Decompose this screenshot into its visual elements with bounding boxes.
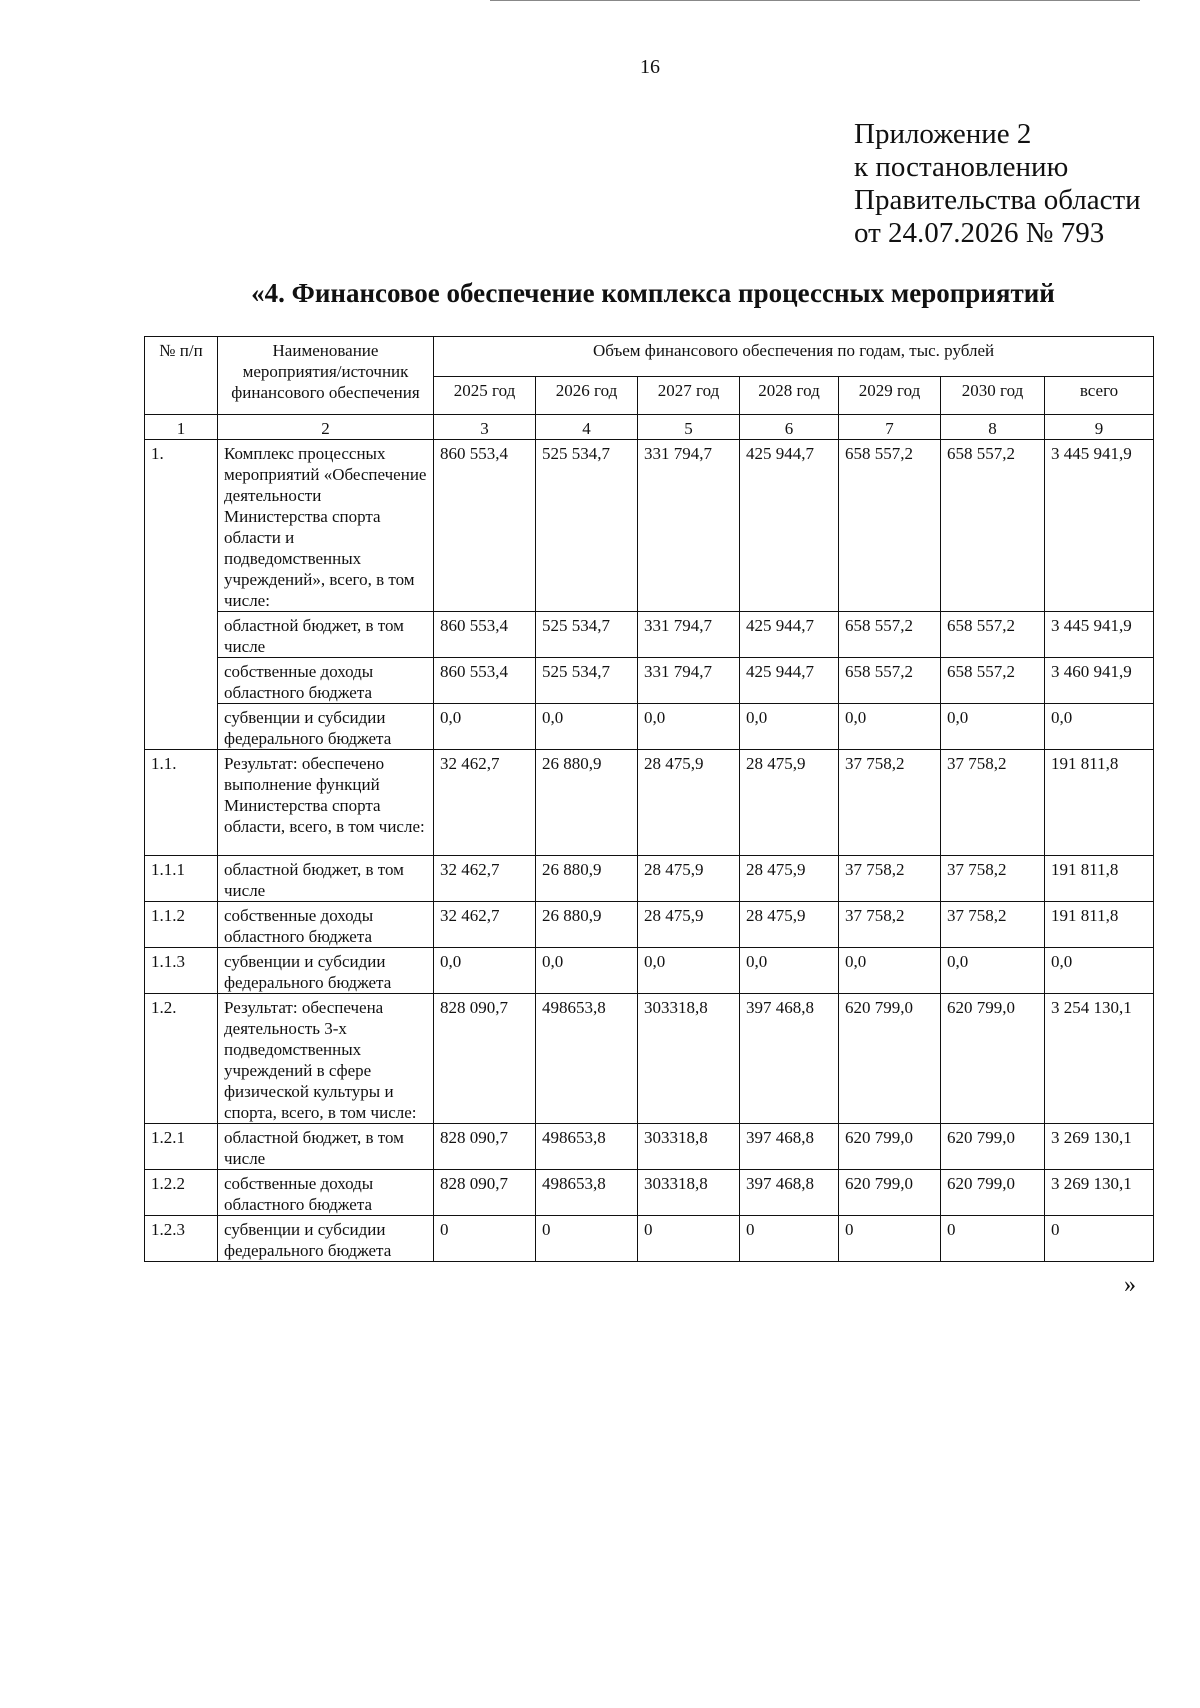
row-value: 0 xyxy=(536,1216,638,1262)
table-row xyxy=(145,1170,1154,1216)
row-value: 0,0 xyxy=(434,948,536,994)
row-total: 3 269 130,1 xyxy=(1045,1124,1154,1170)
row-value: 620 799,0 xyxy=(941,994,1045,1124)
year-header: 2026 год xyxy=(536,377,638,415)
row-name: собственные доходы областного бюджета xyxy=(218,902,434,948)
row-value: 658 557,2 xyxy=(839,612,941,658)
row-value: 0,0 xyxy=(638,948,740,994)
row-name: субвенции и субсидии федерального бюджета xyxy=(218,1216,434,1262)
row-name: областной бюджет, в том числе xyxy=(218,612,434,658)
row-number: 1. xyxy=(145,440,218,750)
row-value: 28 475,9 xyxy=(740,856,839,902)
row-value: 28 475,9 xyxy=(740,750,839,856)
row-value: 0,0 xyxy=(941,948,1045,994)
row-value: 37 758,2 xyxy=(839,856,941,902)
row-value: 620 799,0 xyxy=(941,1170,1045,1216)
row-value: 0,0 xyxy=(740,704,839,750)
row-value: 425 944,7 xyxy=(740,658,839,704)
row-number: 1.2.2 xyxy=(145,1170,218,1216)
row-number: 1.1.3 xyxy=(145,948,218,994)
appendix-line: к постановлению xyxy=(854,151,1069,183)
appendix-line: от 24.07.2026 № 793 xyxy=(854,217,1105,249)
row-value: 397 468,8 xyxy=(740,1124,839,1170)
row-number: 1.1.2 xyxy=(145,902,218,948)
row-value: 32 462,7 xyxy=(434,902,536,948)
row-value: 397 468,8 xyxy=(740,994,839,1124)
row-value: 860 553,4 xyxy=(434,440,536,612)
column-index-row xyxy=(145,415,1154,440)
row-value: 0,0 xyxy=(839,948,941,994)
row-value: 828 090,7 xyxy=(434,1170,536,1216)
row-name: субвенции и субсидии федерального бюджета xyxy=(218,948,434,994)
row-value: 498653,8 xyxy=(536,1124,638,1170)
row-value: 28 475,9 xyxy=(638,750,740,856)
year-header: 2025 год xyxy=(434,377,536,415)
row-value: 620 799,0 xyxy=(839,1170,941,1216)
page-number: 16 xyxy=(640,56,660,78)
row-value: 28 475,9 xyxy=(638,856,740,902)
row-value: 0,0 xyxy=(434,704,536,750)
row-value: 0 xyxy=(941,1216,1045,1262)
document-title: «4. Финансовое обеспечение комплекса процессных мероприятий xyxy=(251,278,1055,308)
row-name: субвенции и субсидии федерального бюджета xyxy=(218,704,434,750)
column-index: 3 xyxy=(434,415,536,440)
row-value: 658 557,2 xyxy=(941,612,1045,658)
row-total: 3 269 130,1 xyxy=(1045,1170,1154,1216)
row-value: 0,0 xyxy=(536,704,638,750)
table-body xyxy=(145,440,1154,1262)
row-value: 0,0 xyxy=(839,704,941,750)
row-total: 3 460 941,9 xyxy=(1045,658,1154,704)
appendix-line: Правительства области xyxy=(854,184,1141,216)
row-value: 0,0 xyxy=(941,704,1045,750)
row-value: 303318,8 xyxy=(638,1124,740,1170)
row-value: 525 534,7 xyxy=(536,658,638,704)
row-value: 26 880,9 xyxy=(536,902,638,948)
year-header: 2028 год xyxy=(740,377,839,415)
row-value: 303318,8 xyxy=(638,1170,740,1216)
row-number: 1.2. xyxy=(145,994,218,1124)
row-name: собственные доходы областного бюджета xyxy=(218,1170,434,1216)
row-value: 0 xyxy=(638,1216,740,1262)
row-value: 0 xyxy=(839,1216,941,1262)
row-total: 191 811,8 xyxy=(1045,856,1154,902)
row-value: 620 799,0 xyxy=(839,994,941,1124)
row-total: 191 811,8 xyxy=(1045,902,1154,948)
row-value: 620 799,0 xyxy=(941,1124,1045,1170)
column-index: 9 xyxy=(1045,415,1154,440)
year-header: 2029 год xyxy=(839,377,941,415)
row-value: 828 090,7 xyxy=(434,994,536,1124)
row-number: 1.1. xyxy=(145,750,218,856)
row-value: 498653,8 xyxy=(536,1170,638,1216)
row-name: областной бюджет, в том числе xyxy=(218,856,434,902)
row-value: 658 557,2 xyxy=(839,440,941,612)
row-value: 26 880,9 xyxy=(536,856,638,902)
row-value: 525 534,7 xyxy=(536,440,638,612)
row-name: Результат: обеспечено выполнение функций Министерства спорта области, всего, в том числе: xyxy=(218,750,434,856)
row-total: 3 445 941,9 xyxy=(1045,440,1154,612)
row-value: 658 557,2 xyxy=(839,658,941,704)
table-row xyxy=(145,612,1154,658)
total-header: всего xyxy=(1045,377,1154,415)
row-value: 0,0 xyxy=(740,948,839,994)
row-number: 1.1.1 xyxy=(145,856,218,902)
row-value: 32 462,7 xyxy=(434,750,536,856)
table-row xyxy=(145,658,1154,704)
column-index: 7 xyxy=(839,415,941,440)
row-total: 3 445 941,9 xyxy=(1045,612,1154,658)
row-value: 331 794,7 xyxy=(638,440,740,612)
row-value: 28 475,9 xyxy=(638,902,740,948)
row-value: 525 534,7 xyxy=(536,612,638,658)
column-index: 8 xyxy=(941,415,1045,440)
header-row xyxy=(145,337,1154,377)
row-value: 425 944,7 xyxy=(740,612,839,658)
row-value: 658 557,2 xyxy=(941,658,1045,704)
row-total: 191 811,8 xyxy=(1045,750,1154,856)
table-row xyxy=(145,704,1154,750)
row-value: 26 880,9 xyxy=(536,750,638,856)
row-value: 331 794,7 xyxy=(638,612,740,658)
row-value: 860 553,4 xyxy=(434,658,536,704)
appendix-block xyxy=(854,118,1141,250)
header-no: № п/п xyxy=(145,337,218,415)
column-index: 6 xyxy=(740,415,839,440)
table-row xyxy=(145,1216,1154,1262)
row-value: 331 794,7 xyxy=(638,658,740,704)
row-value: 37 758,2 xyxy=(941,750,1045,856)
row-total: 0,0 xyxy=(1045,704,1154,750)
table-row xyxy=(145,902,1154,948)
table-row xyxy=(145,994,1154,1124)
row-value: 303318,8 xyxy=(638,994,740,1124)
table-row xyxy=(145,440,1154,612)
row-value: 37 758,2 xyxy=(941,856,1045,902)
row-number: 1.2.3 xyxy=(145,1216,218,1262)
column-index: 5 xyxy=(638,415,740,440)
row-value: 28 475,9 xyxy=(740,902,839,948)
row-name: Результат: обеспечена деятельность 3-х подведомственных учреждений в сфере физической культуры и спорта, всего, в том числе: xyxy=(218,994,434,1124)
table-row xyxy=(145,856,1154,902)
row-value: 0,0 xyxy=(536,948,638,994)
top-rule xyxy=(490,0,1140,1)
row-value: 397 468,8 xyxy=(740,1170,839,1216)
row-value: 32 462,7 xyxy=(434,856,536,902)
row-name: собственные доходы областного бюджета xyxy=(218,658,434,704)
row-value: 828 090,7 xyxy=(434,1124,536,1170)
appendix-line: Приложение 2 xyxy=(854,118,1032,150)
year-header: 2027 год xyxy=(638,377,740,415)
row-value: 0 xyxy=(740,1216,839,1262)
row-value: 37 758,2 xyxy=(839,750,941,856)
row-value: 620 799,0 xyxy=(839,1124,941,1170)
financing-table xyxy=(144,336,1154,1262)
column-index: 4 xyxy=(536,415,638,440)
table-row xyxy=(145,1124,1154,1170)
row-number: 1.2.1 xyxy=(145,1124,218,1170)
row-value: 498653,8 xyxy=(536,994,638,1124)
row-value: 658 557,2 xyxy=(941,440,1045,612)
row-value: 860 553,4 xyxy=(434,612,536,658)
row-value: 0 xyxy=(434,1216,536,1262)
row-value: 0,0 xyxy=(638,704,740,750)
table-row xyxy=(145,948,1154,994)
closing-quote: » xyxy=(1124,1272,1136,1298)
column-index: 2 xyxy=(218,415,434,440)
year-header: 2030 год xyxy=(941,377,1045,415)
header-name: Наименование мероприятия/источник финансового обеспечения xyxy=(218,337,434,415)
row-total: 0 xyxy=(1045,1216,1154,1262)
header-volume: Объем финансового обеспечения по годам, тыс. рублей xyxy=(434,337,1154,377)
row-value: 37 758,2 xyxy=(941,902,1045,948)
row-value: 37 758,2 xyxy=(839,902,941,948)
row-total: 3 254 130,1 xyxy=(1045,994,1154,1124)
column-index: 1 xyxy=(145,415,218,440)
row-total: 0,0 xyxy=(1045,948,1154,994)
table-row xyxy=(145,750,1154,856)
row-name: областной бюджет, в том числе xyxy=(218,1124,434,1170)
row-value: 425 944,7 xyxy=(740,440,839,612)
row-name: Комплекс процессных мероприятий «Обеспечение деятельности Министерства спорта области и подведомственных учреждений», всего, в том числе: xyxy=(218,440,434,612)
